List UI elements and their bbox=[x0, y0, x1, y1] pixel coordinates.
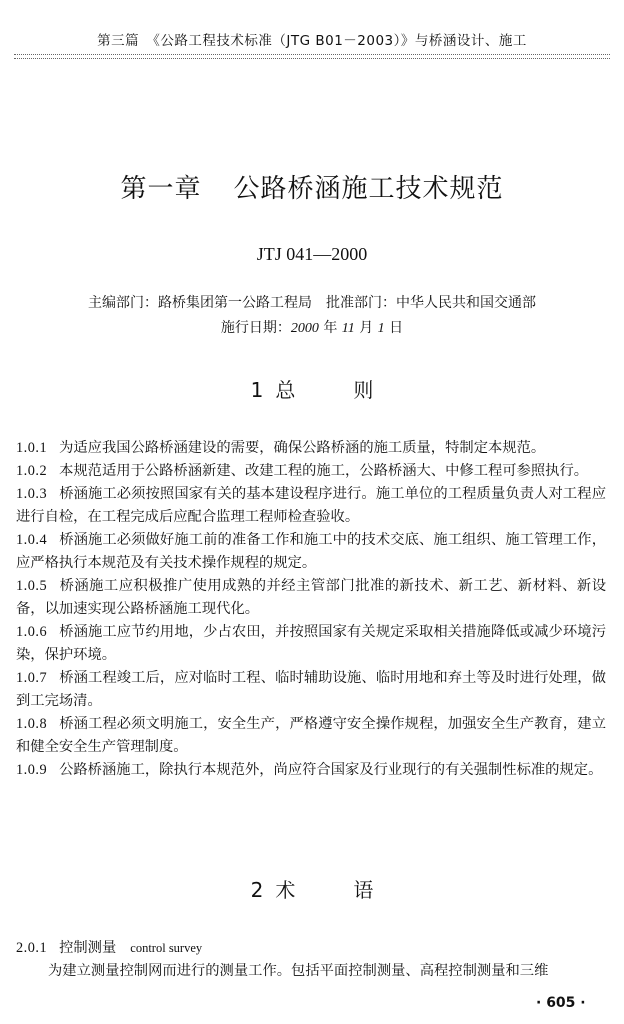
clause-text: 为适应我国公路桥涵建设的需要，确保公路桥涵的施工质量，特制定本规范。 bbox=[59, 440, 546, 456]
term-definition: 为建立测量控制网而进行的测量工作。包括平面控制测量、高程控制测量和三维 bbox=[48, 963, 549, 979]
clause bbox=[16, 437, 606, 460]
clause-number: 1.0.4 bbox=[16, 532, 48, 548]
clause-text: 桥涵施工应节约用地，少占农田，并按照国家有关规定采取相关措施降低或减少环境污染，保护环境。 bbox=[16, 624, 606, 663]
chapter-title bbox=[0, 168, 624, 205]
clauses-block bbox=[16, 437, 606, 782]
effective-day: 1 bbox=[377, 321, 385, 336]
term-zh: 控制测量 bbox=[59, 940, 117, 956]
clause bbox=[16, 529, 606, 575]
clause-number: 1.0.6 bbox=[16, 624, 48, 640]
clause bbox=[16, 713, 606, 759]
clause-number: 1.0.5 bbox=[16, 578, 48, 594]
chapter-label: 第一章 bbox=[120, 174, 202, 204]
clause-number: 1.0.3 bbox=[16, 486, 48, 502]
effective-date-label: 施行日期： bbox=[220, 320, 291, 336]
term-number: 2.0.1 bbox=[16, 940, 48, 956]
standard-code: JTJ 041—2000 bbox=[256, 244, 368, 264]
section-number: 2 bbox=[250, 878, 264, 902]
clause-number: 1.0.1 bbox=[16, 440, 48, 456]
section-title-char: 总 bbox=[275, 378, 296, 402]
effective-date-line bbox=[0, 317, 624, 337]
section-heading-general bbox=[0, 374, 624, 403]
day-unit: 日 bbox=[389, 320, 404, 336]
section-number: 1 bbox=[250, 378, 264, 402]
clause bbox=[16, 483, 606, 529]
clause bbox=[16, 667, 606, 713]
section-title-char: 术 bbox=[275, 878, 296, 902]
clause-text: 桥涵施工应积极推广使用成熟的并经主管部门批准的新技术、新工艺、新材料、新设备，以加速实现公路桥涵施工现代化。 bbox=[16, 578, 606, 617]
header-rule-top bbox=[14, 54, 610, 55]
clause-number: 1.0.7 bbox=[16, 670, 48, 686]
clause-text: 桥涵施工必须按照国家有关的基本建设程序进行。施工单位的工程质量负责人对工程应进行自检，在工程完成后应配合监理工程师检查验收。 bbox=[16, 486, 606, 525]
clause bbox=[16, 460, 606, 483]
editor-dept: 主编部门：路桥集团第一公路工程局 bbox=[88, 295, 312, 311]
approver-dept: 批准部门：中华人民共和国交通部 bbox=[326, 295, 536, 311]
clause-number: 1.0.9 bbox=[16, 762, 48, 778]
term-entry bbox=[16, 937, 606, 957]
effective-year: 2000 bbox=[290, 321, 319, 336]
page-number: · 605 · bbox=[536, 995, 586, 1011]
clause bbox=[16, 621, 606, 667]
clause-number: 1.0.2 bbox=[16, 463, 48, 479]
clause-text: 桥涵工程竣工后，应对临时工程、临时辅助设施、临时用地和弃土等及时进行处理，做到工完场清。 bbox=[16, 670, 606, 709]
header-rule-bottom bbox=[14, 58, 610, 59]
clause-text: 公路桥涵施工，除执行本规范外，尚应符合国家及行业现行的有关强制性标准的规定。 bbox=[59, 762, 603, 778]
section-title-char: 语 bbox=[353, 878, 374, 902]
year-unit: 年 bbox=[323, 320, 338, 336]
editor-approver-line bbox=[0, 292, 624, 312]
clause-text: 桥涵工程必须文明施工，安全生产，严格遵守安全操作规程，加强安全生产教育，建立和健全安全生产管理制度。 bbox=[16, 716, 606, 755]
month-unit: 月 bbox=[359, 320, 374, 336]
running-header: 第三篇 《公路工程技术标准（JTG B01－2003）》与桥涵设计、施工 bbox=[97, 33, 527, 49]
section-title-char: 则 bbox=[353, 378, 374, 402]
section-heading-terms bbox=[0, 874, 624, 903]
clause bbox=[16, 575, 606, 621]
term-en: control survey bbox=[130, 941, 203, 955]
effective-month: 11 bbox=[341, 321, 355, 336]
clause-number: 1.0.8 bbox=[16, 716, 48, 732]
clause bbox=[16, 759, 606, 782]
clause-text: 本规范适用于公路桥涵新建、改建工程的施工，公路桥涵大、中修工程可参照执行。 bbox=[59, 463, 589, 479]
clause-text: 桥涵施工必须做好施工前的准备工作和施工中的技术交底、施工组织、施工管理工作，应严格执行本规范及有关技术操作规程的规定。 bbox=[16, 532, 606, 571]
chapter-name: 公路桥涵施工技术规范 bbox=[233, 174, 504, 204]
